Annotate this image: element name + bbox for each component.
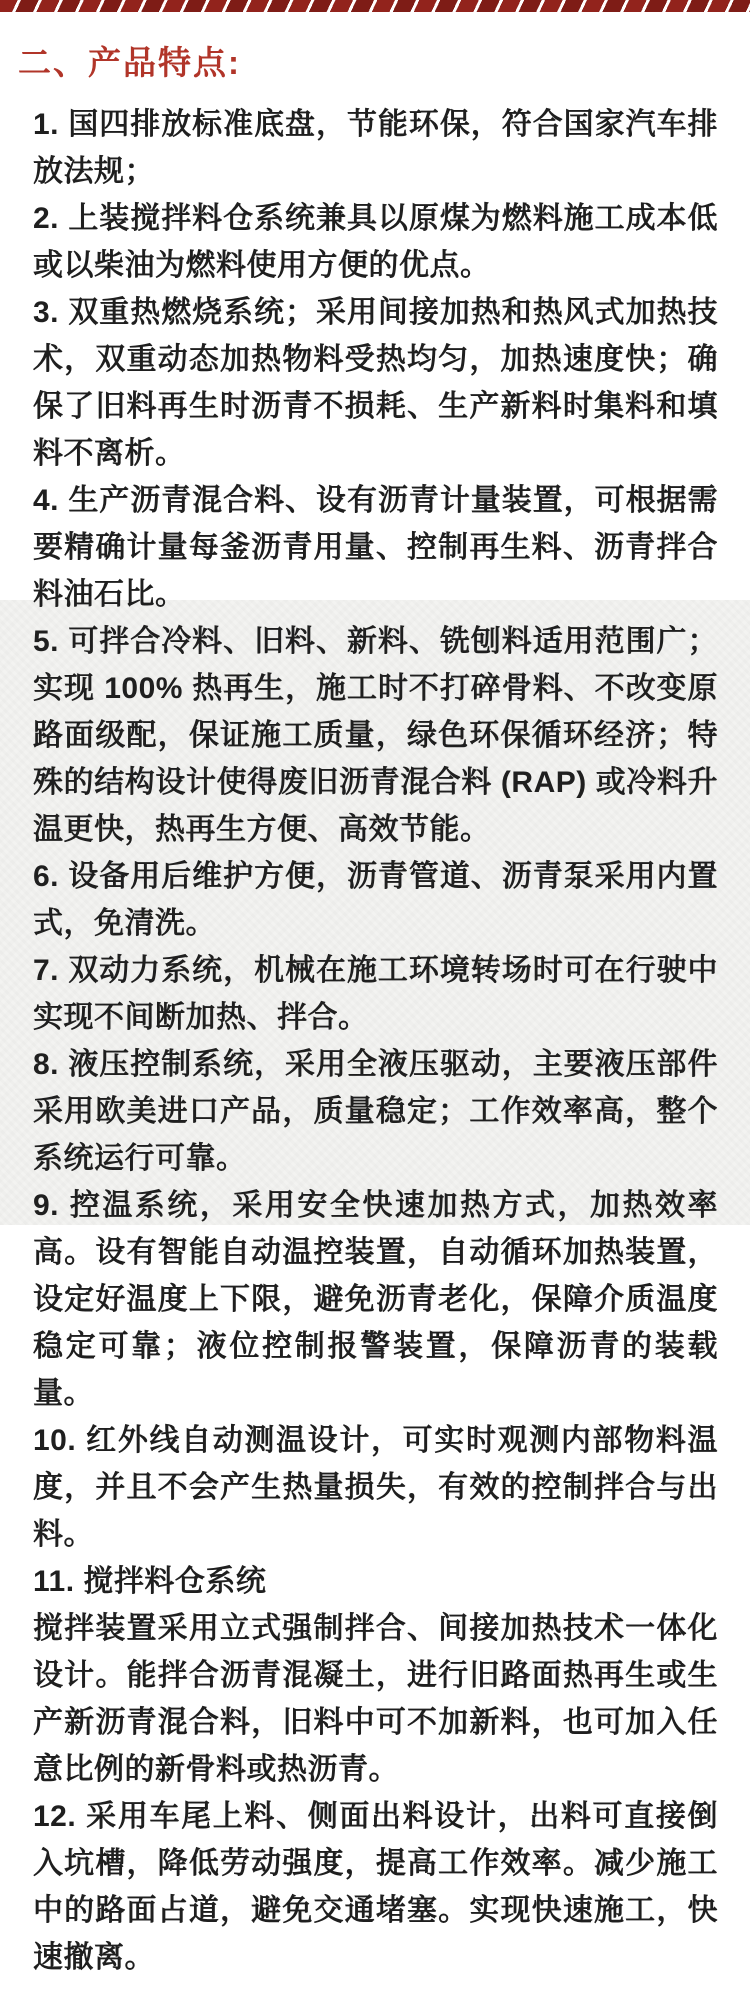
- feature-list: [0, 101, 750, 1981]
- feature-item-8: 8. 液压控制系统，采用全液压驱动，主要液压部件采用欧美进口产品，质量稳定；工作效率高，整个系统运行可靠。: [33, 1048, 718, 1175]
- feature-item-9: 9. 控温系统，采用安全快速加热方式，加热效率高。设有智能自动温控装置，自动循环加热装置，设定好温度上下限，避免沥青老化，保障介质温度稳定可靠；液位控制报警装置，保障沥青的装载量。: [33, 1189, 718, 1410]
- section-title: 二、产品特点:: [18, 44, 241, 81]
- feature-item-2: 2. 上装搅拌料仓系统兼具以原煤为燃料施工成本低或以柴油为燃料使用方便的优点。: [33, 202, 718, 282]
- feature-item-11: 11. 搅拌料仓系统: [33, 1565, 267, 1598]
- feature-item-5: 5. 可拌合冷料、旧料、新料、铣刨料适用范围广；实现 100% 热再生，施工时不打碎骨料、不改变原路面级配，保证施工质量，绿色环保循环经济；特殊的结构设计使得废旧沥青混合料 (RAP) 或冷料升温更快，热再生方便、高效节能。: [33, 625, 718, 846]
- page-content: [0, 43, 750, 1981]
- feature-item-7: 7. 双动力系统，机械在施工环境转场时可在行驶中实现不间断加热、拌合。: [33, 954, 718, 1034]
- feature-item-11-description: 搅拌装置采用立式强制拌合、间接加热技术一体化设计。能拌合沥青混凝土，进行旧路面热再生或生产新沥青混合料，旧料中可不加新料，也可加入任意比例的新骨料或热沥青。: [33, 1612, 718, 1786]
- feature-item-1: 1. 国四排放标准底盘，节能环保，符合国家汽车排放法规；: [33, 108, 718, 188]
- feature-item-4: 4. 生产沥青混合料、设有沥青计量装置，可根据需要精确计量每釜沥青用量、控制再生料、沥青拌合料油石比。: [33, 484, 718, 611]
- feature-item-6: 6. 设备用后维护方便，沥青管道、沥青泵采用内置式，免清洗。: [33, 860, 718, 940]
- feature-item-3: 3. 双重热燃烧系统；采用间接加热和热风式加热技术，双重动态加热物料受热均匀，加热速度快；确保了旧料再生时沥青不损耗、生产新料时集料和填料不离析。: [33, 296, 718, 470]
- feature-item-12: 12. 采用车尾上料、侧面出料设计，出料可直接倒入坑槽，降低劳动强度，提高工作效率。减少施工中的路面占道，避免交通堵塞。实现快速施工，快速撤离。: [33, 1800, 718, 1974]
- decorative-top-border: [0, 0, 750, 12]
- feature-item-10: 10. 红外线自动测温设计，可实时观测内部物料温度，并且不会产生热量损失，有效的控制拌合与出料。: [33, 1424, 718, 1551]
